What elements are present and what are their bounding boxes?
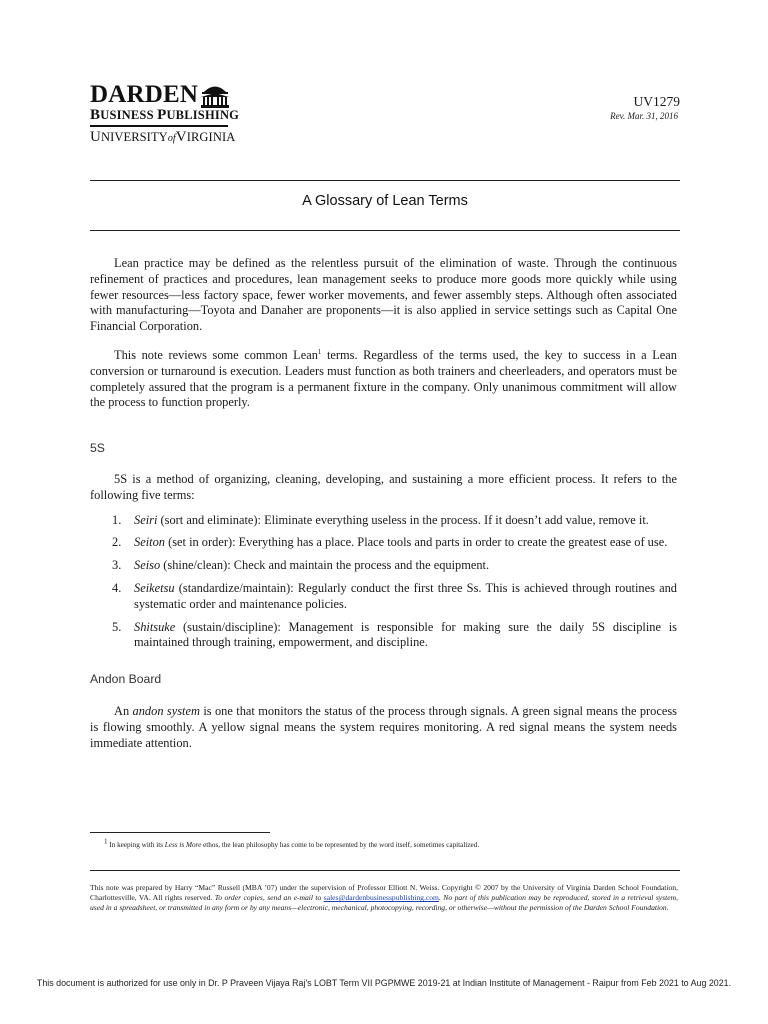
footnote-1: $^1$ In keeping with its Less is More ethos, the lean philosophy has come to be represented by the word itself, sometimes capitalized. bbox=[104, 837, 480, 849]
andon-paragraph: An andon system is one that monitors the status of the process through signals. A green signal means the process is flowing smoothly. A yellow signal means the system requires monitoring. A red signal means the system needs immediate attention. bbox=[90, 703, 677, 750]
list-item: 5. Shitsuke (sustain/discipline): Management is responsible for making sure the daily 5S discipline is maintained through training, empowerment, and discipline. bbox=[112, 619, 677, 650]
sales-email-link[interactable]: sales@dardenbusinesspublishing.com bbox=[323, 893, 439, 903]
section-heading-5s: 5S bbox=[90, 441, 105, 456]
intro-paragraph-2: This note reviews some common Lean$^1$ terms. Regardless of the terms used, the key to success in a Lean conversion or turnaround is execution. Leaders must function as both trainers and cheerleaders, and operators must be completely assured that the program is a permanent fixture in the company. Only unanimous commitment will allow the process to function properly. bbox=[90, 347, 677, 410]
list-item: 3. Seiso (shine/clean): Check and maintain the process and the equipment. bbox=[112, 558, 490, 573]
logo-business-publishing: BUSINESS PUBLISHING bbox=[90, 107, 240, 123]
prep-note-rule bbox=[90, 870, 680, 871]
rotunda-icon bbox=[200, 82, 230, 108]
revision-date: Rev. Mar. 31, 2016 bbox=[610, 111, 678, 121]
document-body bbox=[90, 256, 677, 751]
intro-paragraph-1: Lean practice may be defined as the relentless pursuit of the elimination of waste. Through the continuous refinement of practices and procedures, lean management seeks to produce more goods more quickly while using fewer resources—less factory space, fewer worker movements, and fewer assembly steps. Although often associated with manufacturing—Toyota and Danaher are proponents—it is also applied in service settings such as Capital One Financial Corporation. bbox=[90, 256, 677, 334]
authorization-notice: This document is authorized for use only in Dr. P Praveen Vijaya Raj's LOBT Term VII PGPMWE 2019-21 at Indian Institute of Management - Raipur from Feb 2021 to Aug 2021. bbox=[36, 978, 732, 988]
darden-logo bbox=[90, 81, 240, 146]
preparation-note: This note was prepared by Harry “Mac” Russell (MBA ’07) under the supervision of Professor Elliott N. Weiss. Copyright © 2007 by the University of Virginia Darden School Foundation, Charlottesville, VA. All rights reserved. To order copies, send an e-mail to sales@dardenbusinesspublishing.com. No part of this publication may be reproduced, stored in a retrieval system, used in a spreadsheet, or transmitted in any form or by any means—electronic, mechanical, photocopying, recording, or otherwise—without the permission of the Darden School Foundation. bbox=[90, 883, 678, 913]
section-heading-andon: Andon Board bbox=[90, 672, 162, 687]
list-item: 2. Seiton (set in order): Everything has a place. Place tools and parts in order to create the greatest ease of use. bbox=[112, 535, 668, 550]
document-title: A Glossary of Lean Terms bbox=[302, 193, 468, 209]
5s-intro-paragraph: 5S is a method of organizing, cleaning, developing, and sustaining a more efficient process. It refers to the following five terms: bbox=[90, 471, 677, 502]
5s-term-list bbox=[90, 513, 677, 652]
footnote-rule bbox=[90, 832, 270, 833]
title-top-rule bbox=[90, 180, 680, 181]
list-item: 4. Seiketsu (standardize/maintain): Regularly conduct the first three Ss. This is achieved through routines and systematic order and maintenance policies. bbox=[112, 580, 677, 611]
case-id: UV1279 bbox=[633, 94, 680, 109]
title-bottom-rule bbox=[90, 230, 680, 231]
logo-divider bbox=[90, 125, 228, 127]
logo-darden-text: DARDEN bbox=[90, 81, 199, 108]
logo-university: UNIVERSITYofVIRGINIA bbox=[90, 128, 236, 145]
list-item: 1. Seiri (sort and eliminate): Eliminate everything useless in the process. If it doesn’t add value, remove it. bbox=[112, 512, 649, 527]
